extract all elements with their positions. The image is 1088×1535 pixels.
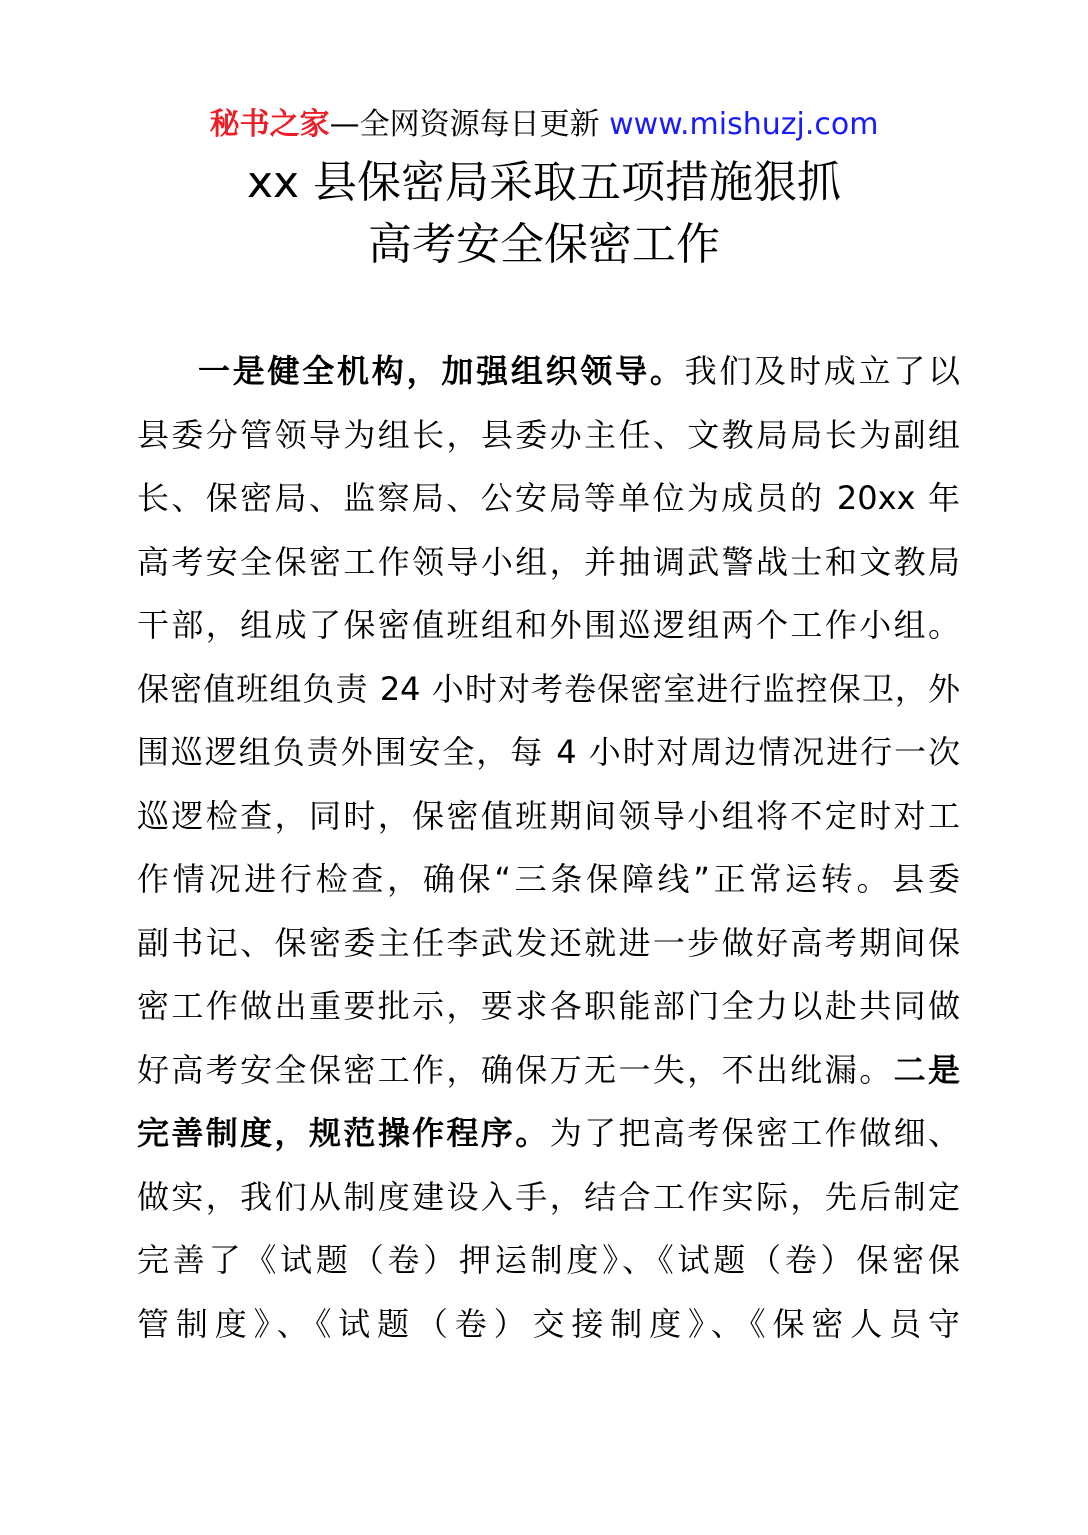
text-line: 长、保密局、监察局、公安局等单位为成员的 20xx 年 — [137, 479, 960, 517]
text-line: 完善了《试题（卷）押运制度》、《试题（卷）保密保 — [137, 1241, 960, 1279]
text-line — [137, 340, 960, 404]
document-title — [0, 152, 1088, 276]
text-line: 县委分管领导为组长，县委办主任、文教局局长为副组 — [137, 415, 960, 454]
text-line: 围巡逻组负责外围安全，每 4 小时对周边情况进行一次 — [137, 733, 960, 771]
text-line: 干部，组成了保密值班组和外围巡逻组两个工作小组。 — [137, 606, 960, 644]
brand-name: 秘书之家 — [209, 107, 330, 142]
text-line: 副书记、保密委主任李武发还就进一步做好高考期间保 — [137, 923, 960, 962]
text-line: 管制度》、《试题（卷）交接制度》、《保密人员守 — [137, 1304, 960, 1343]
text-line: 高考安全保密工作领导小组，并抽调武警战士和文教局 — [137, 542, 960, 581]
section-heading-2-start: 二是 — [893, 1050, 960, 1089]
text-segment: 我们及时成立了以 — [684, 352, 960, 390]
text-line: 做实，我们从制度建设入手，结合工作实际，先后制定 — [137, 1177, 960, 1216]
site-header — [0, 104, 1088, 146]
text-line: 巡逻检查，同时，保密值班期间领导小组将不定时对工 — [137, 796, 960, 835]
header-tagline: —全网资源每日更新 — [329, 107, 610, 142]
title-line-1: xx 县保密局采取五项措施狠抓 — [246, 157, 842, 208]
title-line-2: 高考安全保密工作 — [368, 219, 720, 270]
site-url: www.mishuzj.com — [609, 107, 879, 142]
text-line: 保密值班组负责 24 小时对考卷保密室进行监控保卫，外 — [137, 669, 960, 708]
section-heading-1: 一是健全机构，加强组织领导。 — [198, 352, 685, 390]
text-line — [137, 1102, 960, 1166]
text-line: 密工作做出重要批示，要求各职能部门全力以赴共同做 — [137, 987, 960, 1025]
section-heading-2-end: 完善制度，规范操作程序。 — [137, 1114, 550, 1152]
text-segment: 好高考安全保密工作，确保万无一失，不出纰漏。 — [137, 1050, 894, 1089]
text-line: 作情况进行检查，确保“三条保障线”正常运转。县委 — [137, 860, 960, 898]
body-paragraph — [137, 340, 960, 1356]
text-segment: 为了把高考保密工作做细、 — [549, 1114, 960, 1152]
text-line — [137, 1039, 960, 1103]
